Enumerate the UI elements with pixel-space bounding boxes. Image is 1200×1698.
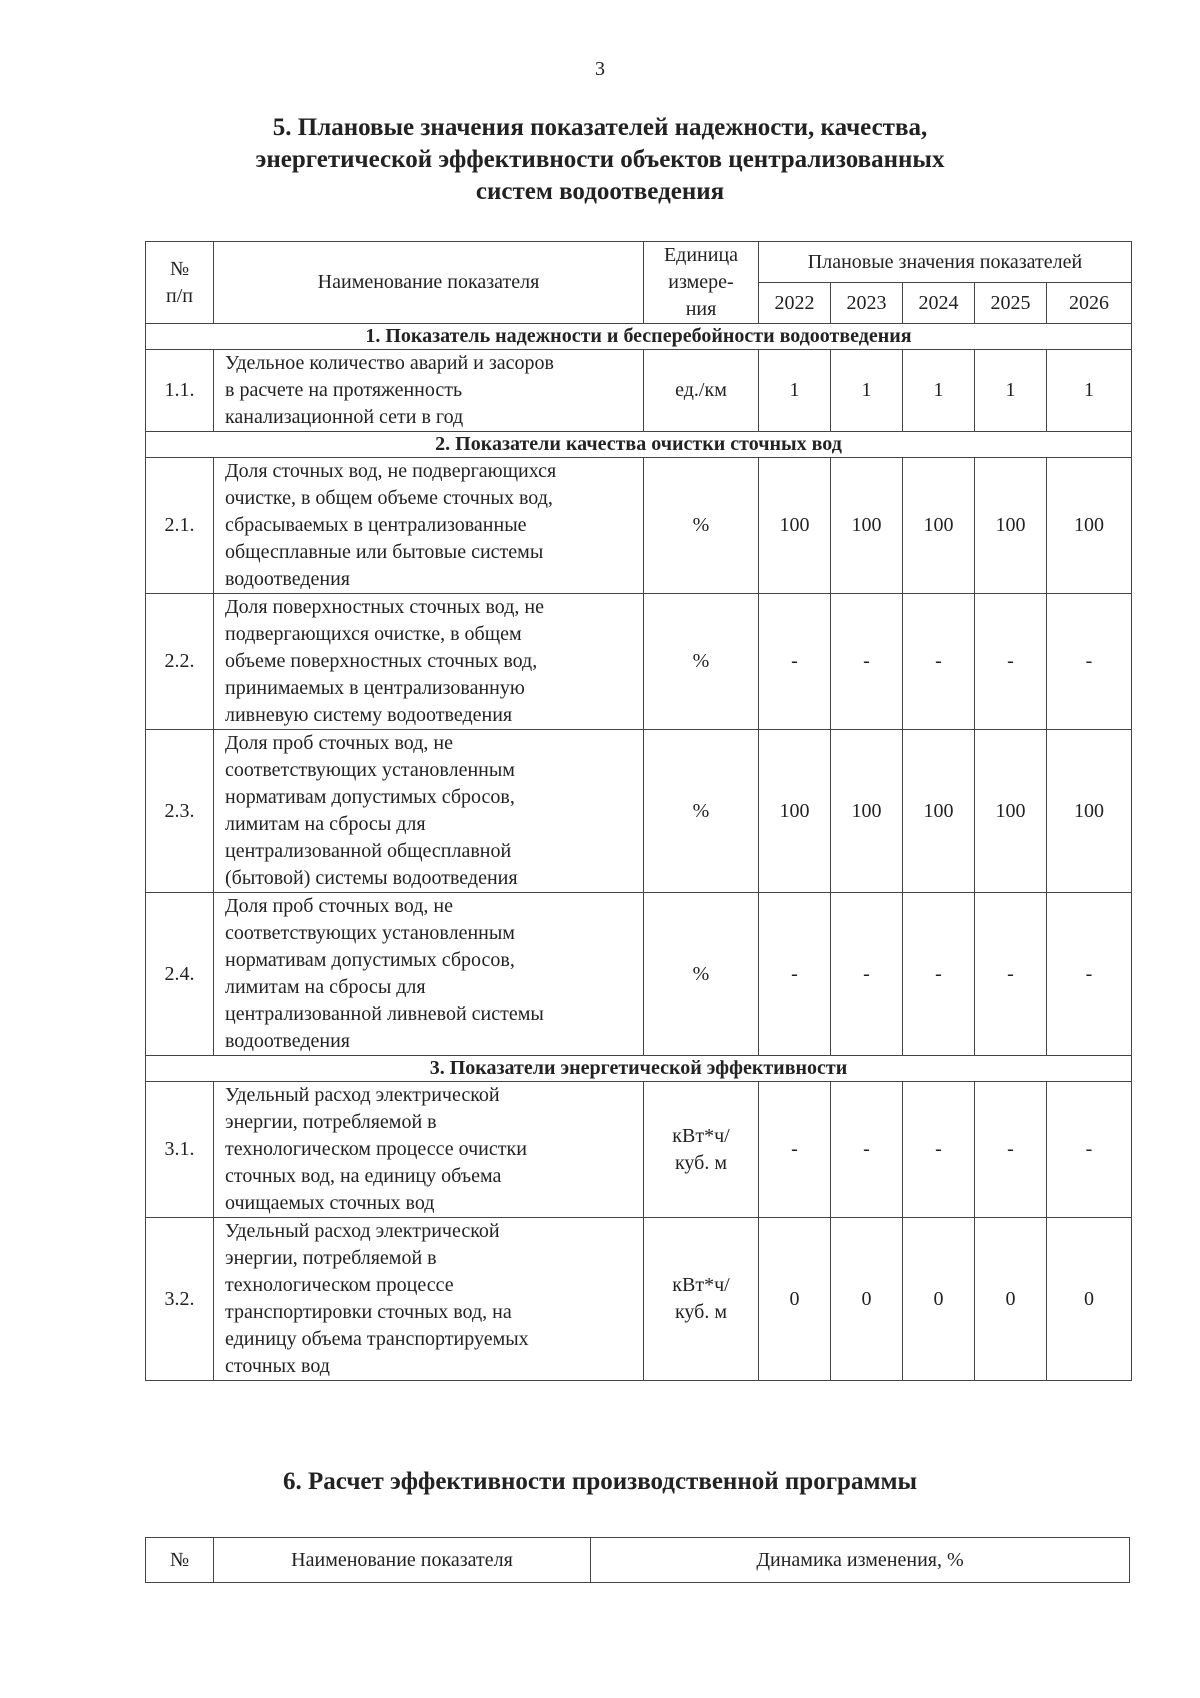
indicator-name-line: водоотведения xyxy=(225,568,350,590)
indicator-name-line: энергии, потребляемой в xyxy=(225,1111,437,1133)
header-year: 2024 xyxy=(903,283,975,324)
indicator-row xyxy=(146,1218,1132,1381)
value-cell: - xyxy=(903,1082,975,1218)
value-cell: 100 xyxy=(831,458,903,594)
unit-line: куб. м xyxy=(674,1151,727,1174)
indicator-name-line: технологическом процессе xyxy=(225,1274,454,1296)
header-num-line: № xyxy=(169,257,190,280)
indicator-name xyxy=(214,893,644,1056)
indicator-name-line: Удельное количество аварий и засоров xyxy=(225,352,554,374)
indicator-name-line: энергии, потребляемой в xyxy=(225,1247,437,1269)
section5-title-line: систем водоотведения xyxy=(475,178,725,205)
value-cell: 1 xyxy=(975,350,1047,432)
indicator-name-line: централизованной ливневой системы xyxy=(225,1003,544,1025)
header-unit-line: измере- xyxy=(668,271,734,293)
indicator-name xyxy=(214,594,644,730)
indicator-name-line: соответствующих установленным xyxy=(225,922,515,944)
value-cell: 100 xyxy=(1047,730,1132,893)
indicator-name-line: (бытовой) системы водоотведения xyxy=(225,867,518,889)
page-number: 3 xyxy=(595,58,605,80)
indicator-row xyxy=(146,458,1132,594)
row-number: 3.1. xyxy=(146,1082,214,1218)
row-number: 1.1. xyxy=(146,350,214,432)
indicator-name-line: нормативам допустимых сбросов, xyxy=(225,786,515,808)
indicator-row xyxy=(146,594,1132,730)
indicator-name-line: канализационной сети в год xyxy=(225,406,464,428)
indicator-name-line: Удельный расход электрической xyxy=(225,1084,500,1106)
value-cell: - xyxy=(831,594,903,730)
indicator-name-line: единицу объема транспортируемых xyxy=(225,1328,529,1350)
value-cell: 100 xyxy=(975,458,1047,594)
header-num-line: п/п xyxy=(166,284,193,307)
unit-line: ед./км xyxy=(675,379,727,401)
value-cell: 0 xyxy=(831,1218,903,1381)
indicator-row xyxy=(146,893,1132,1056)
value-cell: - xyxy=(1047,893,1132,1056)
value-cell: - xyxy=(831,893,903,1056)
value-cell: 0 xyxy=(975,1218,1047,1381)
value-cell: - xyxy=(759,594,831,730)
indicator-name xyxy=(214,458,644,594)
indicator-name-line: технологическом процессе очистки xyxy=(225,1138,527,1160)
indicator-row xyxy=(146,1082,1132,1218)
section-title: 1. Показатель надежности и бесперебойности водоотведения xyxy=(146,324,1132,350)
value-cell: - xyxy=(903,594,975,730)
indicator-name-line: общесплавные или бытовые системы xyxy=(225,541,544,563)
indicator-name-line: сточных вод, на единицу объема xyxy=(225,1165,502,1187)
indicator-name-line: транспортировки сточных вод, на xyxy=(225,1301,512,1323)
indicator-name-line: нормативам допустимых сбросов, xyxy=(225,949,515,971)
row-number: 2.1. xyxy=(146,458,214,594)
value-cell: 1 xyxy=(903,350,975,432)
unit xyxy=(644,1082,759,1218)
unit-line: куб. м xyxy=(674,1301,727,1323)
row-number: 2.2. xyxy=(146,594,214,730)
indicator-name-line: сбрасываемых в централизованные xyxy=(225,514,527,536)
section6-title: 6. Расчет эффективности производственной программы xyxy=(282,1468,918,1495)
header-unit xyxy=(644,242,759,324)
header-year: 2022 xyxy=(759,283,831,324)
value-cell: 0 xyxy=(903,1218,975,1381)
unit-line: кВт*ч/ xyxy=(672,1124,730,1147)
section5-title-line: энергетической эффективности объектов централизованных xyxy=(255,146,945,173)
section-row xyxy=(146,1056,1132,1082)
unit xyxy=(644,1218,759,1381)
value-cell: 100 xyxy=(759,458,831,594)
header-year: 2023 xyxy=(831,283,903,324)
header-unit-line: ния xyxy=(685,298,717,320)
unit-line: % xyxy=(692,962,710,985)
section-title: 3. Показатели энергетической эффективности xyxy=(146,1056,1132,1082)
unit xyxy=(644,594,759,730)
unit xyxy=(644,730,759,893)
unit-line: % xyxy=(692,650,710,672)
header-num: № xyxy=(146,1538,214,1583)
value-cell: - xyxy=(831,1082,903,1218)
indicator-name-line: очищаемых сточных вод xyxy=(225,1192,435,1214)
row-number: 3.2. xyxy=(146,1218,214,1381)
value-cell: 100 xyxy=(831,730,903,893)
value-cell: - xyxy=(759,1082,831,1218)
value-cell: 100 xyxy=(903,458,975,594)
indicator-name-line: водоотведения xyxy=(225,1030,350,1052)
unit xyxy=(644,350,759,432)
value-cell: 0 xyxy=(759,1218,831,1381)
value-cell: - xyxy=(759,893,831,1056)
indicator-name-line: объеме поверхностных сточных вод, xyxy=(225,650,538,672)
indicator-name xyxy=(214,1082,644,1218)
row-number: 2.4. xyxy=(146,893,214,1056)
value-cell: - xyxy=(1047,594,1132,730)
section-row xyxy=(146,324,1132,350)
indicator-name-line: Удельный расход электрической xyxy=(225,1220,500,1242)
indicator-name-line: Доля поверхностных сточных вод, не xyxy=(225,596,544,618)
indicator-name-line: Доля проб сточных вод, не xyxy=(225,895,453,917)
header-name: Наименование показателя xyxy=(214,1538,591,1583)
header-num xyxy=(146,242,214,324)
indicator-name-line: ливневую систему водоотведения xyxy=(225,704,513,726)
indicator-name xyxy=(214,730,644,893)
header-unit-line: Единица xyxy=(663,244,739,266)
section5-title xyxy=(0,112,1200,208)
indicator-name xyxy=(214,1218,644,1381)
value-cell: - xyxy=(975,1082,1047,1218)
indicator-name-line: в расчете на протяженность xyxy=(225,379,463,401)
indicator-name-line: централизованной общесплавной xyxy=(225,840,512,862)
program-efficiency-table xyxy=(145,1537,1130,1583)
value-cell: 100 xyxy=(1047,458,1132,594)
value-cell: 100 xyxy=(975,730,1047,893)
value-cell: 100 xyxy=(759,730,831,893)
header-name: Наименование показателя xyxy=(214,242,644,324)
value-cell: - xyxy=(903,893,975,1056)
indicator-name-line: Доля сточных вод, не подвергающихся xyxy=(225,460,557,482)
value-cell: 100 xyxy=(903,730,975,893)
value-cell: 1 xyxy=(759,350,831,432)
unit-line: % xyxy=(692,799,710,822)
unit-line: кВт*ч/ xyxy=(672,1274,730,1296)
indicator-name-line: соответствующих установленным xyxy=(225,759,515,781)
section-title: 2. Показатели качества очистки сточных вод xyxy=(146,432,1132,458)
indicator-name-line: Доля проб сточных вод, не xyxy=(225,732,453,754)
unit-line: % xyxy=(692,514,710,536)
header-year: 2026 xyxy=(1047,283,1132,324)
header-year: 2025 xyxy=(975,283,1047,324)
indicator-row xyxy=(146,350,1132,432)
indicator-name-line: подвергающихся очистке, в общем xyxy=(225,623,522,645)
value-cell: 1 xyxy=(831,350,903,432)
section-row xyxy=(146,432,1132,458)
indicator-name-line: очистке, в общем объеме сточных вод, xyxy=(225,487,553,509)
unit xyxy=(644,458,759,594)
indicator-name-line: лимитам на сбросы для xyxy=(225,813,426,835)
indicator-name-line: принимаемых в централизованную xyxy=(225,677,525,699)
value-cell: 0 xyxy=(1047,1218,1132,1381)
indicator-name-line: лимитам на сбросы для xyxy=(225,976,426,998)
header-planned-values: Плановые значения показателей xyxy=(759,242,1132,283)
unit xyxy=(644,893,759,1056)
value-cell: - xyxy=(1047,1082,1132,1218)
header-dynamics: Динамика изменения, % xyxy=(591,1538,1130,1583)
planned-indicators-table xyxy=(145,241,1132,1381)
indicator-name-line: сточных вод xyxy=(225,1355,330,1377)
value-cell: - xyxy=(975,594,1047,730)
row-number: 2.3. xyxy=(146,730,214,893)
value-cell: - xyxy=(975,893,1047,1056)
indicator-name xyxy=(214,350,644,432)
value-cell: 1 xyxy=(1047,350,1132,432)
indicator-row xyxy=(146,730,1132,893)
section5-title-line: 5. Плановые значения показателей надежности, качества, xyxy=(272,114,928,141)
